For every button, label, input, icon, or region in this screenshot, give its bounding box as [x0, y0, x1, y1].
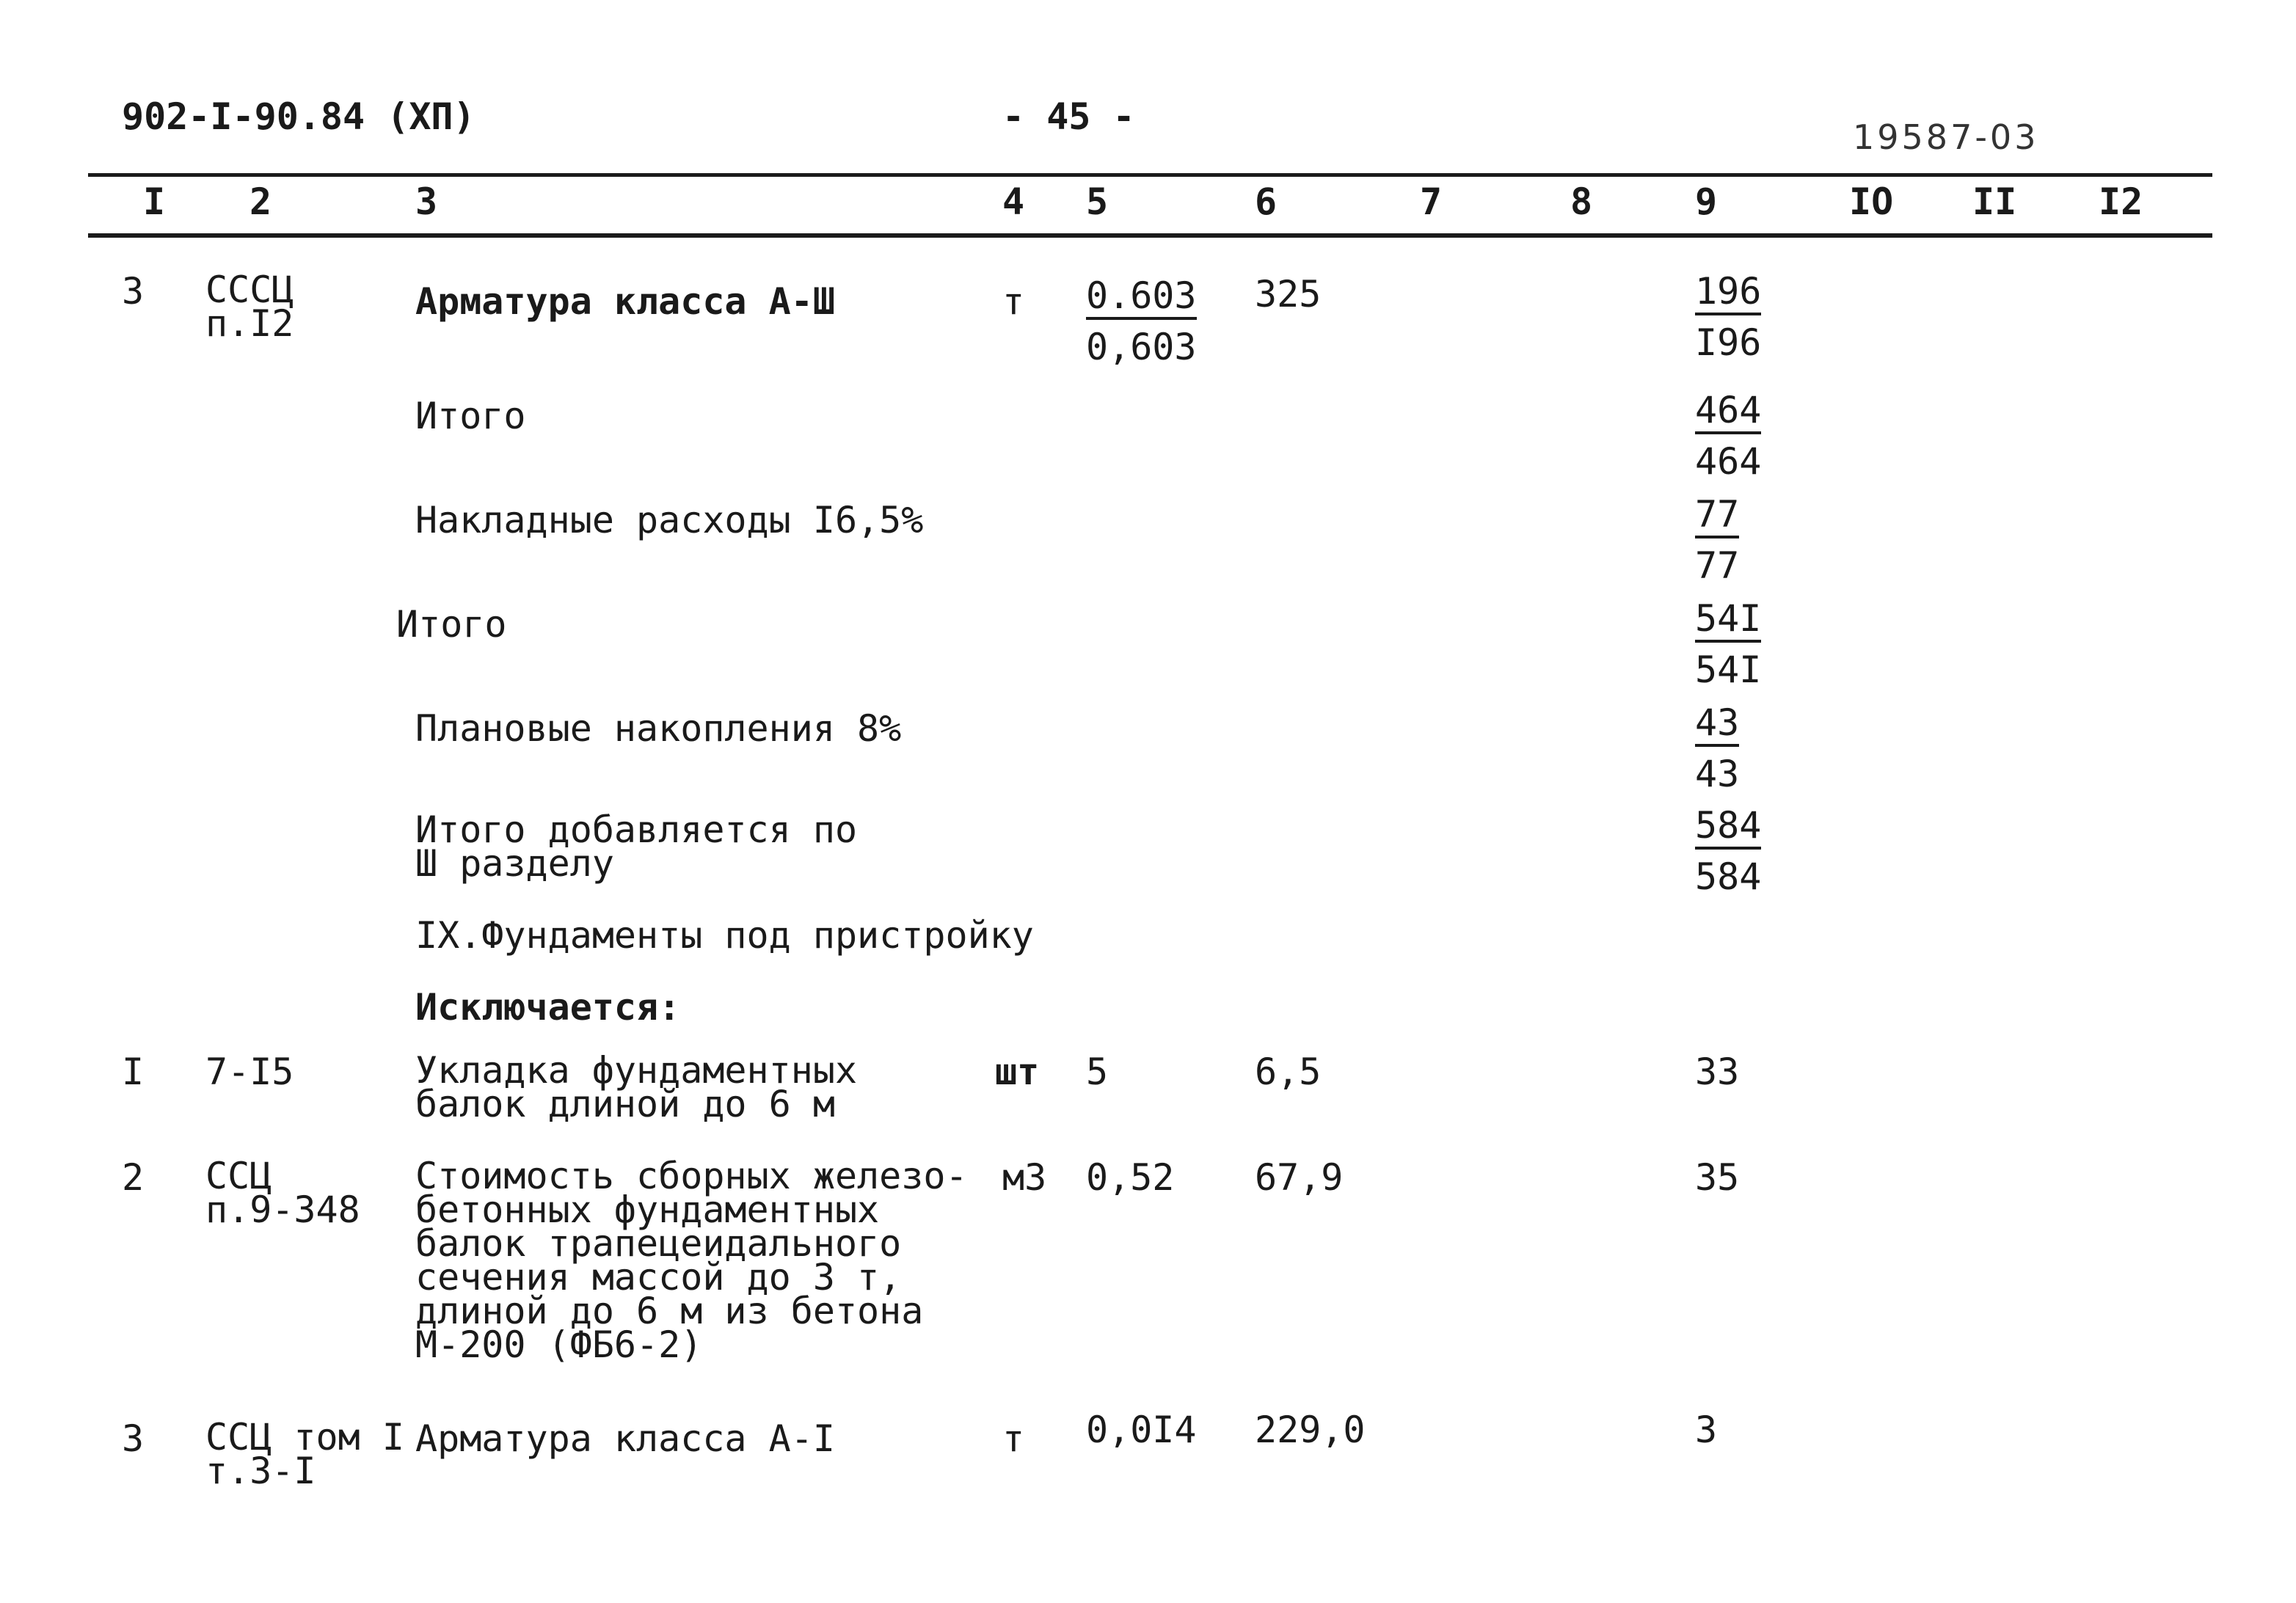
row-unit: т	[1002, 280, 1025, 323]
row-price: 67,9	[1255, 1156, 1344, 1199]
summary-value-bottom: 584	[1695, 855, 1762, 898]
page-number: - 45 -	[1002, 95, 1135, 138]
column-header-4: 4	[1002, 180, 1025, 223]
row-unit: м3	[1002, 1156, 1047, 1199]
section-title: IX.Фундаменты под пристройку	[415, 914, 1034, 957]
summary-value-top: 54I	[1695, 600, 1761, 643]
row-total-top: 196	[1695, 273, 1761, 315]
section-subtitle: Исключается:	[415, 986, 681, 1029]
row-total: 35	[1695, 1156, 1740, 1199]
row-code: 7-I5	[205, 1051, 294, 1093]
row-price: 325	[1255, 273, 1322, 315]
row-number: 2	[122, 1156, 145, 1199]
row-quantity-bottom: 0,603	[1086, 326, 1197, 368]
row-name: Арматура класса А-Ш	[415, 280, 835, 323]
summary-value	[1695, 389, 1762, 483]
document-code: 902-I-90.84 (XП)	[122, 95, 475, 138]
stamp-number: 19587-03	[1853, 117, 2039, 157]
summary-value-top: 43	[1695, 704, 1739, 747]
column-header-12: I2	[2099, 180, 2143, 223]
summary-value	[1695, 804, 1762, 898]
summary-value-bottom: 464	[1695, 440, 1762, 483]
column-header-9: 9	[1695, 180, 1718, 223]
summary-value-top: 77	[1695, 496, 1739, 538]
row-quantity-top: 0.603	[1086, 277, 1197, 320]
header-bottom-rule	[88, 233, 2212, 238]
row-unit: шт	[995, 1051, 1040, 1093]
column-header-8: 8	[1570, 180, 1593, 223]
summary-label: Итого	[396, 603, 507, 646]
row-number: 3	[122, 1417, 145, 1460]
summary-value	[1695, 493, 1740, 587]
row-quantity: 0,52	[1086, 1156, 1175, 1199]
column-header-3: 3	[415, 180, 438, 223]
summary-label: Накладные расходы I6,5%	[415, 499, 924, 541]
column-header-5: 5	[1086, 180, 1109, 223]
row-total-bottom: I96	[1695, 321, 1762, 364]
row-name: Арматура класса А-I	[415, 1417, 835, 1460]
column-header-10: IO	[1849, 180, 1894, 223]
row-quantity: 5	[1086, 1051, 1109, 1093]
header-top-rule	[88, 173, 2212, 177]
summary-value-bottom: 54I	[1695, 649, 1762, 691]
summary-value	[1695, 597, 1762, 691]
row-code: СССЦ п.I2	[205, 269, 294, 345]
column-header-6: 6	[1255, 180, 1278, 223]
summary-label: Плановые накопления 8%	[415, 707, 902, 750]
summary-value-bottom: 43	[1695, 753, 1740, 795]
summary-value-top: 584	[1695, 807, 1761, 850]
row-number: 3	[122, 270, 145, 313]
row-number: I	[122, 1051, 145, 1093]
column-header-7: 7	[1420, 180, 1443, 223]
row-total: 33	[1695, 1051, 1740, 1093]
row-total: 3	[1695, 1409, 1718, 1451]
summary-value	[1695, 701, 1740, 795]
summary-value-bottom: 77	[1695, 544, 1740, 587]
column-header-2: 2	[249, 180, 272, 223]
column-header-11: II	[1972, 180, 2017, 223]
row-total	[1695, 270, 1762, 364]
row-price: 6,5	[1255, 1051, 1322, 1093]
row-code: ССЦ п.9-348	[205, 1155, 360, 1231]
summary-value-top: 464	[1695, 392, 1761, 434]
row-quantity	[1086, 274, 1197, 368]
row-code: ССЦ том I т.3-I	[205, 1416, 404, 1492]
row-price: 229,0	[1255, 1409, 1366, 1451]
row-quantity: 0,0I4	[1086, 1409, 1197, 1451]
summary-label: Итого добавляется по Ш разделу	[415, 808, 858, 885]
summary-label: Итого	[415, 395, 526, 437]
row-name: Укладка фундаментных балок длиной до 6 м	[415, 1049, 858, 1125]
row-name: Стоимость сборных железо- бетонных фундаментных балок трапецеидального сечения массой до 3 т, длиной до 6 м из бетона М-200 (ФБ6-2)	[415, 1155, 968, 1366]
row-unit: т	[1002, 1417, 1025, 1460]
column-header-1: I	[143, 180, 166, 223]
